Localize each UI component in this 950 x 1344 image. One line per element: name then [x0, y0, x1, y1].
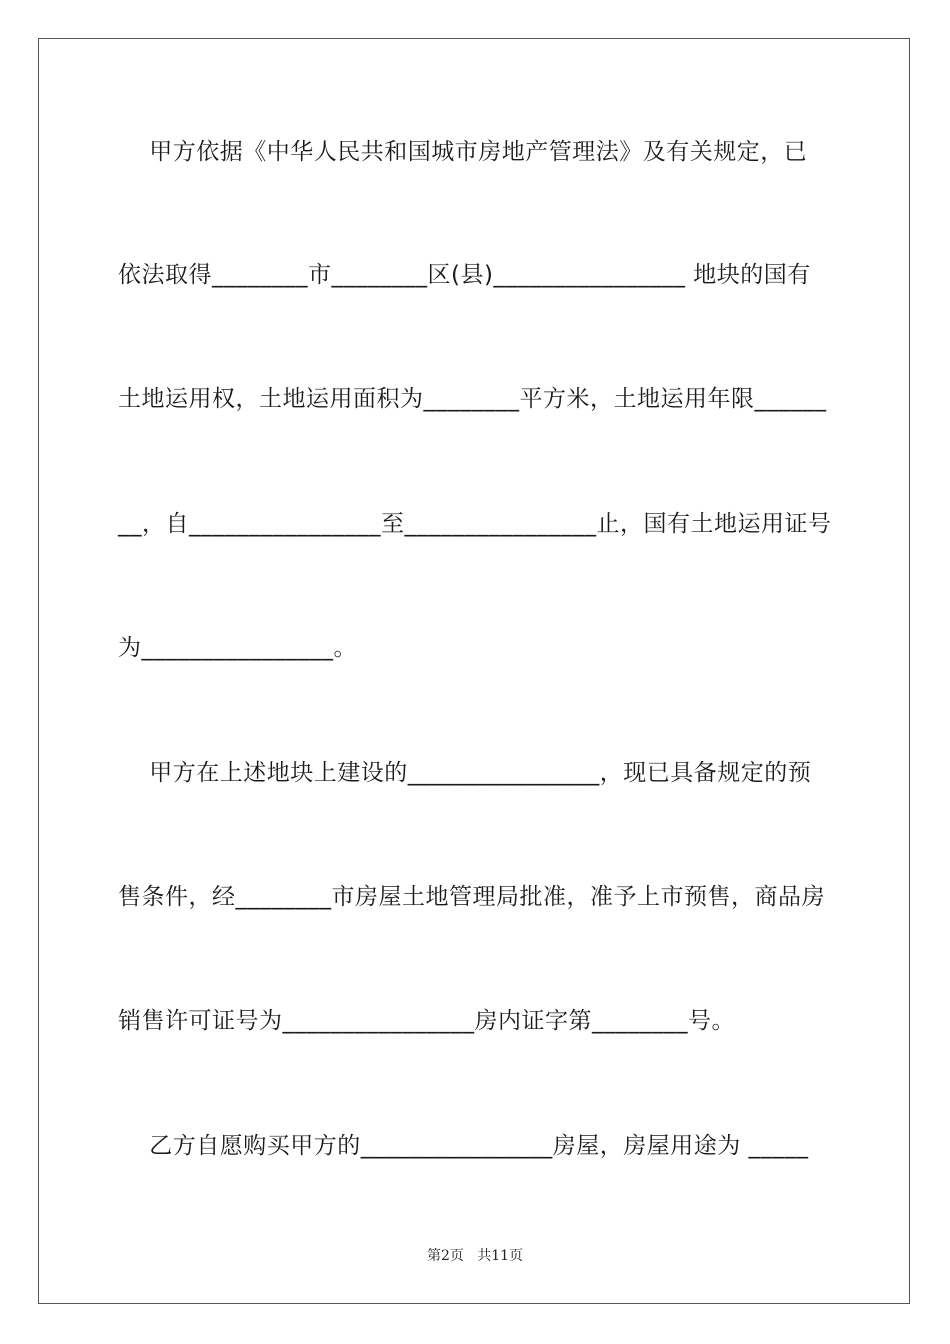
paragraph-line: 甲方在上述地块上建设的________________，现已具备规定的预	[118, 760, 812, 786]
paragraph-line: 乙方自愿购买甲方的________________房屋，房屋用途为 _____	[118, 1133, 809, 1159]
page-frame	[38, 38, 910, 1304]
paragraph-line: 土地运用权，土地运用面积为________平方米，土地运用年限______	[118, 386, 827, 412]
paragraph-line: 甲方依据《中华人民共和国城市房地产管理法》及有关规定，已	[118, 139, 808, 165]
paragraph-line: 为________________。	[118, 635, 357, 661]
page-number-footer: 第2页 共11页	[426, 1248, 524, 1264]
paragraph-line: 销售许可证号为________________房内证字第________号。	[118, 1008, 735, 1034]
paragraph-line: __，自________________至________________止，国有土地运用证号	[118, 511, 832, 537]
paragraph-line: 售条件，经________市房屋土地管理局批准，准予上市预售，商品房	[118, 884, 825, 910]
paragraph-line: 依法取得________市________区(县)________________ 地块的国有	[118, 262, 811, 288]
